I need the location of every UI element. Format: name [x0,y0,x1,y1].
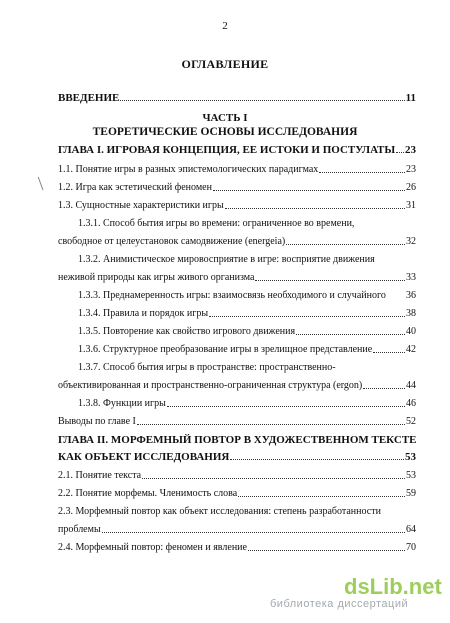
toc-entry-text: 1.3.5. Повторение как свойство игрового движения [78,326,296,337]
toc-entry-text: Выводы по главе I [58,416,136,427]
toc-entry-text: 2.2. Понятие морфемы. Членимость слова [58,488,238,499]
toc-page-number: 70 [406,542,416,553]
toc-entry-text: неживой природы как игры живого организма [58,272,255,283]
dot-leader [142,478,405,479]
toc-entry-1-3-6[interactable] [78,344,416,356]
toc-page-number: 64 [406,524,416,535]
toc-page-number: 59 [406,488,416,499]
watermark-logo: dsLib.net [344,574,442,599]
part-heading: ЧАСТЬ I [202,112,248,124]
toc-page-number: 31 [406,200,416,211]
toc-page-number: 11 [405,92,416,104]
toc-entry-1-3-5[interactable] [78,326,416,338]
page-number: 2 [222,20,228,32]
toc-entry-text: ВВЕДЕНИЕ [58,92,120,104]
toc-entry-text: 1.3.6. Структурное преобразование игры в зрелищное представление [78,344,373,355]
toc-page-number: 26 [406,182,416,193]
toc-page-number: 53 [405,451,416,463]
toc-page-number: 23 [406,164,416,175]
dot-leader [373,352,405,353]
dot-leader [363,388,405,389]
toc-entry-1-3-8[interactable] [78,398,416,410]
toc-entry-text: 1.3.3. Преднамеренность игры: взаимосвязь необходимого и случайного [78,290,386,301]
toc-entry-text: 1.3.8. Функции игры [78,398,166,409]
toc-page-number: 42 [406,344,416,355]
dot-leader [248,550,405,551]
dot-leader [286,244,405,245]
toc-entry-2-2[interactable] [58,488,416,500]
toc-entry-text: КАК ОБЪЕКТ ИССЛЕДОВАНИЯ [58,451,230,463]
toc-entry-text: ГЛАВА I. ИГРОВАЯ КОНЦЕПЦИЯ, ЕЕ ИСТОКИ И ПОСТУЛАТЫ [58,144,396,156]
dot-leader [209,316,405,317]
toc-entry-1-3-3[interactable] [78,290,416,302]
toc-entry-1-3-1[interactable] [58,236,416,248]
dot-leader [167,406,405,407]
toc-entry-text: 1.2. Игра как эстетический феномен [58,182,212,193]
toc-entry-text: 1.1. Понятие игры в разных эпистемологических парадигмах [58,164,319,175]
dot-leader [137,424,405,425]
toc-entry-conclusions[interactable] [58,416,416,428]
toc-entry-text: 1.3. Сущностные характеристики игры [58,200,224,211]
toc-page-number: 40 [406,326,416,337]
toc-entry-1-3-2-line1[interactable]: 1.3.2. Анимистическое мировосприятие в игре: восприятие движения [78,254,375,265]
watermark-caption: библиотека диссертаций [270,598,409,610]
toc-entry-1-3-1-line1[interactable]: 1.3.1. Способ бытия игры во времени: ограниченное во времени, [78,218,355,229]
toc-entry-chapter1[interactable] [58,144,416,156]
dot-leader [230,459,404,460]
toc-entry-1-3-7-line1[interactable]: 1.3.7. Способ бытия игры в пространстве: пространственно- [78,362,336,373]
toc-entry-text: проблемы [58,524,101,535]
toc-entry-1-2[interactable] [58,182,416,194]
toc-entry-text: 2.1. Понятие текста [58,470,142,481]
toc-entry-1-3-2[interactable] [58,272,416,284]
toc-page-number: 33 [406,272,416,283]
toc-page-number: 44 [406,380,416,391]
toc-entry-1-1[interactable] [58,164,416,176]
toc-entry-2-4[interactable] [58,542,416,554]
toc-page-number: 32 [406,236,416,247]
toc-entry-2-1[interactable] [58,470,416,482]
toc-entry-1-3-7[interactable] [58,380,416,392]
toc-title: ОГЛАВЛЕНИЕ [181,57,269,71]
dot-leader [319,172,405,173]
toc-entry-2-3-line1[interactable]: 2.3. Морфемный повтор как объект исследования: степень разработанности [58,506,381,517]
toc-page-number: 36 [406,290,416,301]
dot-leader [238,496,405,497]
toc-entry-text: 1.3.4. Правила и порядок игры [78,308,209,319]
dot-leader [396,152,404,153]
dot-leader [102,532,405,533]
toc-entry-text: объективированная и пространственно-ограниченная структура (ergon) [58,380,363,391]
part-title: ТЕОРЕТИЧЕСКИЕ ОСНОВЫ ИССЛЕДОВАНИЯ [92,126,358,138]
toc-page-number: 38 [406,308,416,319]
dot-leader [120,100,404,101]
toc-page-number: 53 [406,470,416,481]
toc-page-number: 46 [406,398,416,409]
toc-entry-intro[interactable] [58,92,416,104]
dot-leader [296,334,405,335]
toc-page-number: 23 [405,144,416,156]
toc-entry-chapter2[interactable] [58,451,416,463]
toc-entry-2-3[interactable] [58,524,416,536]
dot-leader [255,280,405,281]
toc-entry-text: свободное от целеустановок самодвижение (energeia) [58,236,286,247]
toc-entry-1-3[interactable] [58,200,416,212]
toc-page-number: 52 [406,416,416,427]
dot-leader [225,208,405,209]
scan-mark [38,176,47,191]
toc-entry-chapter2-line1[interactable]: ГЛАВА II. МОРФЕМНЫЙ ПОВТОР В ХУДОЖЕСТВЕННОМ ТЕКСТЕ [58,434,417,446]
toc-entry-text: 2.4. Морфемный повтор: феномен и явление [58,542,247,553]
dot-leader [213,190,405,191]
toc-entry-1-3-4[interactable] [78,308,416,320]
